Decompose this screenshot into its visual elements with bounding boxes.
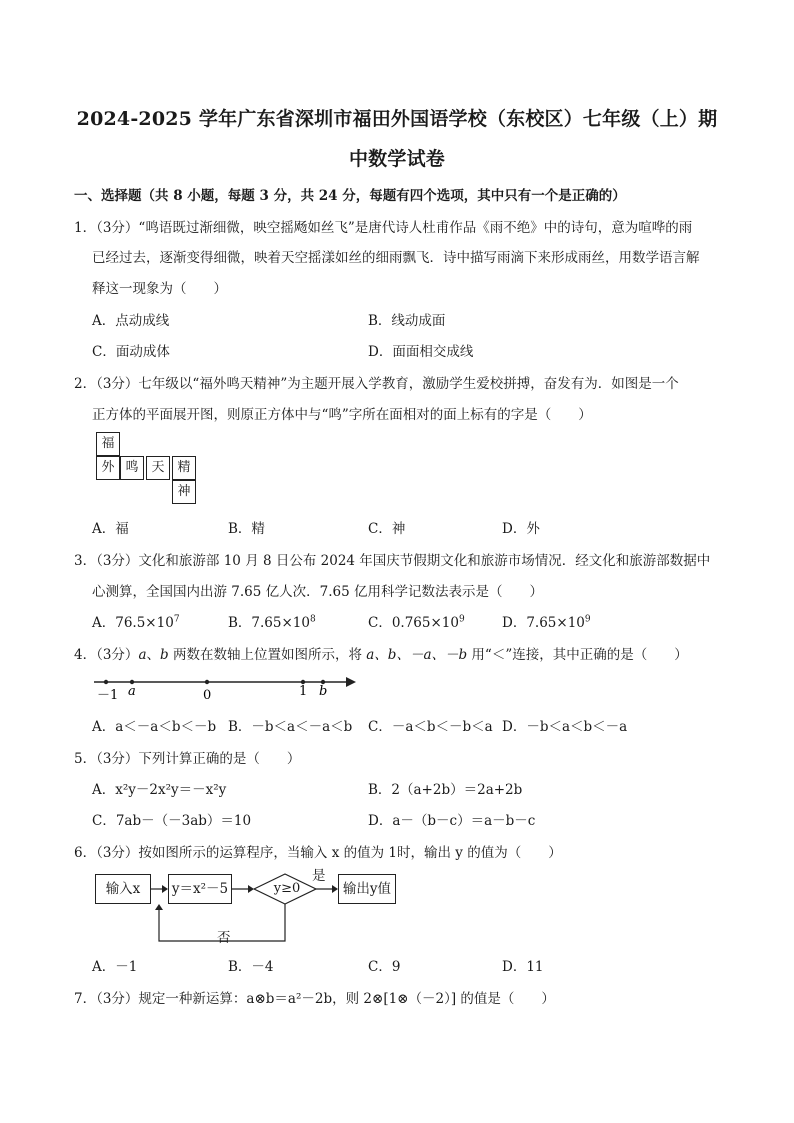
net-cell-tian: 天	[146, 456, 170, 480]
point-zero	[205, 680, 209, 684]
net-cell-jing: 精	[172, 456, 196, 480]
q4-option-b[interactable]: B．－b＜a＜－a＜b	[228, 719, 353, 735]
label-one: 1	[299, 684, 308, 699]
q6-option-a[interactable]: A．－1	[92, 959, 138, 975]
net-cell-wai: 外	[96, 456, 120, 480]
label-a: a	[128, 684, 136, 699]
arrowhead-up-icon	[155, 904, 163, 910]
label-minus-one: －1	[97, 688, 119, 703]
net-cell-fu: 福	[96, 432, 120, 456]
q1-text-line1: 1．（3分）“鸣语既过渐细微，映空摇飏如丝飞”是唐代诗人杜甫作品《雨不绝》中的诗句，意为喧哗的雨	[74, 220, 693, 236]
flow-yes-label: 是	[312, 868, 326, 884]
q1-option-a[interactable]: A．点动成线	[92, 313, 170, 329]
section-heading-choice: 一、选择题（共 8 小题，每题 3 分，共 24 分，每题有四个选项，其中只有一个是正确的）	[74, 188, 626, 204]
flow-input-box: 输入x	[95, 874, 151, 904]
q3-option-c[interactable]: C．$0.765\times 10^9$	[368, 614, 465, 631]
q4-option-c[interactable]: C．－a＜b＜－b＜a	[368, 719, 493, 735]
q5-option-a[interactable]: A．x²y－2x²y＝－x²y	[92, 782, 227, 798]
q1-option-c[interactable]: C．面动成体	[92, 344, 170, 360]
q6-option-b[interactable]: B．－4	[228, 959, 274, 975]
q2-text-line2: 正方体的平面展开图，则原正方体中与“鸣”字所在面相对的面上标有的字是（ ）	[92, 407, 592, 423]
q2-option-b[interactable]: B．精	[228, 521, 265, 537]
flow-compute-box: y＝x²－5	[168, 874, 232, 904]
q2-text-line1: 2．（3分）七年级以“福外鸣天精神”为主题开展入学教育，激励学生爱校拼搏，奋发有为．如图是一个	[74, 376, 679, 392]
q1-text-line3: 释这一现象为（ ）	[92, 281, 227, 297]
point-minus-one	[104, 680, 108, 684]
number-line-arrow-icon	[346, 677, 356, 687]
q5-text-line1: 5．（3分）下列计算正确的是（ ）	[74, 751, 301, 767]
q4-option-a[interactable]: A．a＜－a＜b＜－b	[92, 719, 217, 735]
exam-title-line1: 2024-2025 学年广东省深圳市福田外国语学校（东校区）七年级（上）期	[76, 108, 718, 130]
q2-option-a[interactable]: A．福	[92, 521, 129, 537]
exam-title-line2: 中数学试卷	[348, 148, 445, 170]
label-b: b	[319, 684, 328, 699]
q2-option-c[interactable]: C．神	[368, 521, 406, 537]
flow-no-label: 否	[217, 930, 231, 946]
q6-text-line1: 6．（3分）按如图所示的运算程序，当输入 x 的值为 1时，输出 y 的值为（ ）	[74, 845, 562, 861]
q1-option-d[interactable]: D．面面相交成线	[368, 344, 474, 360]
q5-option-d[interactable]: D．a－（b－c）＝a－b－c	[368, 813, 536, 829]
q3-option-a[interactable]: A．$76.5\times 10^7$	[92, 614, 180, 631]
number-line-figure	[90, 672, 360, 704]
q6-option-c[interactable]: C．9	[368, 959, 401, 975]
q5-option-c[interactable]: C．7ab－（－3ab）＝10	[92, 813, 252, 829]
flow-check-label: y≥0	[273, 881, 301, 896]
q3-option-d[interactable]: D．$7.65\times 10^9$	[502, 614, 591, 631]
q5-option-b[interactable]: B．2（a+2b）＝2a+2b	[368, 782, 523, 798]
q1-text-line2: 已经过去，逐渐变得细微，映着天空摇漾如丝的细雨飘飞．诗中描写雨滴下来形成雨丝，用数学语言解	[92, 250, 700, 266]
q3-text-line1: 3．（3分）文化和旅游部 10 月 8 日公布 2024 年国庆节假期文化和旅游市场情况．经文化和旅游部数据中	[74, 553, 711, 569]
net-cell-ming: 鸣	[120, 456, 144, 480]
q2-option-d[interactable]: D．外	[502, 521, 540, 537]
q3-option-b[interactable]: B．$7.65\times 10^8$	[228, 614, 316, 631]
q4-text-line1: 4．（3分）a、b 两数在数轴上位置如图所示，将 a、b、－a、－b 用“＜”连接，其中正确的是（ ）	[74, 647, 688, 663]
label-zero: 0	[203, 688, 212, 703]
q7-text-line1: 7．（3分）规定一种新运算：a⊗b＝a²－2b，则 2⊗[1⊗（－2）] 的值是（ ）	[74, 991, 555, 1007]
q1-option-b[interactable]: B．线动成面	[368, 313, 446, 329]
q6-option-d[interactable]: D．11	[502, 959, 544, 975]
q4-option-d[interactable]: D．－b＜a＜b＜－a	[502, 719, 628, 735]
flow-output-box: 输出y值	[338, 874, 396, 904]
net-cell-shen: 神	[172, 480, 196, 504]
arrowhead-icon	[162, 885, 168, 893]
q3-text-line2: 心测算，全国国内出游 7.65 亿人次．7.65 亿用科学记数法表示是（ ）	[92, 584, 543, 600]
